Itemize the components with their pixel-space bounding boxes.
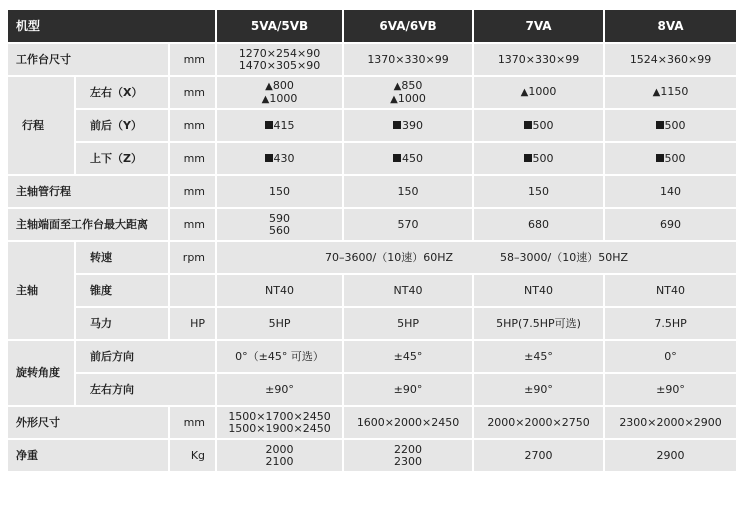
unit-cell: mm — [169, 142, 216, 175]
value-line: 500 — [532, 118, 554, 132]
unit-cell: mm — [169, 76, 216, 109]
value-cell: 140 — [604, 175, 737, 208]
dimensions-row — [7, 406, 737, 439]
value-cell — [216, 406, 343, 439]
value-cell: 680 — [473, 208, 604, 241]
value-line: 2300 — [394, 454, 423, 468]
speed-50hz: 58–3000/（10速）50HZ — [500, 250, 629, 264]
model-header: 8VA — [604, 9, 737, 43]
spindle-to-table-row — [7, 208, 737, 241]
value-cell — [216, 109, 343, 142]
unit-cell: HP — [169, 307, 216, 340]
value-cell: 570 — [343, 208, 473, 241]
table-size-row — [7, 43, 737, 76]
value-cell: 150 — [473, 175, 604, 208]
triangle-marker-icon: ▲ — [520, 87, 529, 98]
model-header: 7VA — [473, 9, 604, 43]
value-line: 560 — [269, 223, 291, 237]
value-cell — [604, 76, 737, 109]
value-line: 1000 — [397, 91, 426, 105]
value-cell: 1370×330×99 — [473, 43, 604, 76]
value-cell: 2900 — [604, 439, 737, 472]
net-weight-label: 净重 — [7, 439, 169, 472]
value-cell: ±90° — [343, 373, 473, 406]
triangle-marker-icon: ▲ — [652, 87, 661, 98]
value-cell: ±45° — [473, 340, 604, 373]
value-cell — [343, 439, 473, 472]
unit-cell: mm — [169, 406, 216, 439]
value-cell: 5HP(7.5HP可选) — [473, 307, 604, 340]
spindle-speed-row — [7, 241, 737, 274]
value-cell — [343, 76, 473, 109]
value-cell: ±90° — [216, 373, 343, 406]
square-marker-icon — [265, 121, 273, 129]
value-cell: 2700 — [473, 439, 604, 472]
travel-y-row — [7, 109, 737, 142]
value-cell: 2300×2000×2900 — [604, 406, 737, 439]
model-header: 6VA/6VB — [343, 9, 473, 43]
value-line: 1470×305×90 — [238, 58, 321, 72]
value-cell: ±90° — [473, 373, 604, 406]
value-cell: 150 — [343, 175, 473, 208]
unit-cell: mm — [169, 208, 216, 241]
quill-travel-label: 主轴管行程 — [7, 175, 169, 208]
travel-z-row — [7, 142, 737, 175]
swivel-front-back-label: 前后方向 — [75, 340, 216, 373]
spindle-speed-label: 转速 — [75, 241, 169, 274]
model-header: 5VA/5VB — [216, 9, 343, 43]
value-cell: ±45° — [343, 340, 473, 373]
table-size-label: 工作台尺寸 — [7, 43, 169, 76]
spindle-to-table-label: 主轴端面至工作台最大距离 — [7, 208, 169, 241]
value-cell: NT40 — [216, 274, 343, 307]
travel-z-label: 上下（Z） — [75, 142, 169, 175]
spindle-group-label: 主轴 — [7, 241, 75, 340]
value-cell — [216, 142, 343, 175]
spindle-taper-row — [7, 274, 737, 307]
speed-60hz: 70–3600/（10速）60HZ — [325, 250, 454, 264]
value-cell — [473, 76, 604, 109]
value-line: 590 — [269, 211, 291, 225]
spindle-speed-value — [216, 241, 737, 274]
travel-x-label: 左右（X） — [75, 76, 169, 109]
value-cell: NT40 — [343, 274, 473, 307]
value-cell: NT40 — [473, 274, 604, 307]
value-cell — [216, 439, 343, 472]
value-line: 430 — [273, 151, 295, 165]
value-line: 500 — [664, 151, 686, 165]
dimensions-label: 外形尺寸 — [7, 406, 169, 439]
swivel-left-right-label: 左右方向 — [75, 373, 216, 406]
value-cell: 690 — [604, 208, 737, 241]
net-weight-row — [7, 439, 737, 472]
value-cell: 2000×2000×2750 — [473, 406, 604, 439]
value-cell: 5HP — [343, 307, 473, 340]
value-cell: 5HP — [216, 307, 343, 340]
value-line: 390 — [402, 118, 424, 132]
value-cell: NT40 — [604, 274, 737, 307]
value-line: 450 — [402, 151, 424, 165]
unit-cell: mm — [169, 109, 216, 142]
square-marker-icon — [524, 121, 532, 129]
unit-cell: mm — [169, 175, 216, 208]
value-line: 415 — [273, 118, 295, 132]
header-row — [7, 9, 737, 43]
value-cell: 1524×360×99 — [604, 43, 737, 76]
value-cell — [473, 142, 604, 175]
travel-group-label: 行程 — [7, 76, 75, 175]
value-line: 1270×254×90 — [238, 46, 321, 60]
value-cell — [216, 76, 343, 109]
value-cell — [473, 109, 604, 142]
value-cell: 1370×330×99 — [343, 43, 473, 76]
value-cell: ±90° — [604, 373, 737, 406]
model-header-label: 机型 — [7, 9, 216, 43]
value-cell: 0°（±45° 可选） — [216, 340, 343, 373]
value-line: 1150 — [660, 85, 689, 98]
value-cell — [343, 142, 473, 175]
value-line: 500 — [532, 151, 554, 165]
spindle-taper-label: 锥度 — [75, 274, 169, 307]
unit-cell — [169, 274, 216, 307]
value-cell — [216, 208, 343, 241]
square-marker-icon — [656, 121, 664, 129]
value-line: 1000 — [269, 91, 298, 105]
swivel-group-label: 旋转角度 — [7, 340, 75, 406]
unit-cell: rpm — [169, 241, 216, 274]
value-cell — [604, 142, 737, 175]
triangle-marker-icon: ▲ — [261, 93, 270, 105]
value-line: 800 — [272, 78, 294, 92]
value-line: 850 — [401, 78, 423, 92]
triangle-marker-icon: ▲ — [265, 80, 273, 92]
value-line: 1500×1700×2450 — [228, 409, 331, 423]
spindle-power-row — [7, 307, 737, 340]
value-cell — [604, 109, 737, 142]
triangle-marker-icon: ▲ — [390, 93, 398, 105]
value-line: 2100 — [265, 454, 294, 468]
travel-x-row — [7, 76, 737, 109]
square-marker-icon — [265, 154, 273, 162]
value-line: 500 — [664, 118, 686, 132]
square-marker-icon — [524, 154, 532, 162]
value-cell: 0° — [604, 340, 737, 373]
value-cell: 7.5HP — [604, 307, 737, 340]
square-marker-icon — [393, 121, 401, 129]
value-cell: 1600×2000×2450 — [343, 406, 473, 439]
square-marker-icon — [393, 154, 401, 162]
value-line: 1000 — [528, 85, 557, 98]
value-cell — [216, 43, 343, 76]
value-line: 1500×1900×2450 — [228, 421, 331, 435]
spindle-power-label: 马力 — [75, 307, 169, 340]
travel-y-label: 前后（Y） — [75, 109, 169, 142]
value-cell — [343, 109, 473, 142]
square-marker-icon — [656, 154, 664, 162]
swivel-left-right-row — [7, 373, 737, 406]
spec-table — [6, 8, 738, 473]
value-line: 2200 — [394, 442, 423, 456]
swivel-front-back-row — [7, 340, 737, 373]
quill-travel-row — [7, 175, 737, 208]
value-cell: 150 — [216, 175, 343, 208]
value-line: 2000 — [265, 442, 294, 456]
triangle-marker-icon: ▲ — [393, 80, 402, 92]
unit-cell: Kg — [169, 439, 216, 472]
unit-cell: mm — [169, 43, 216, 76]
